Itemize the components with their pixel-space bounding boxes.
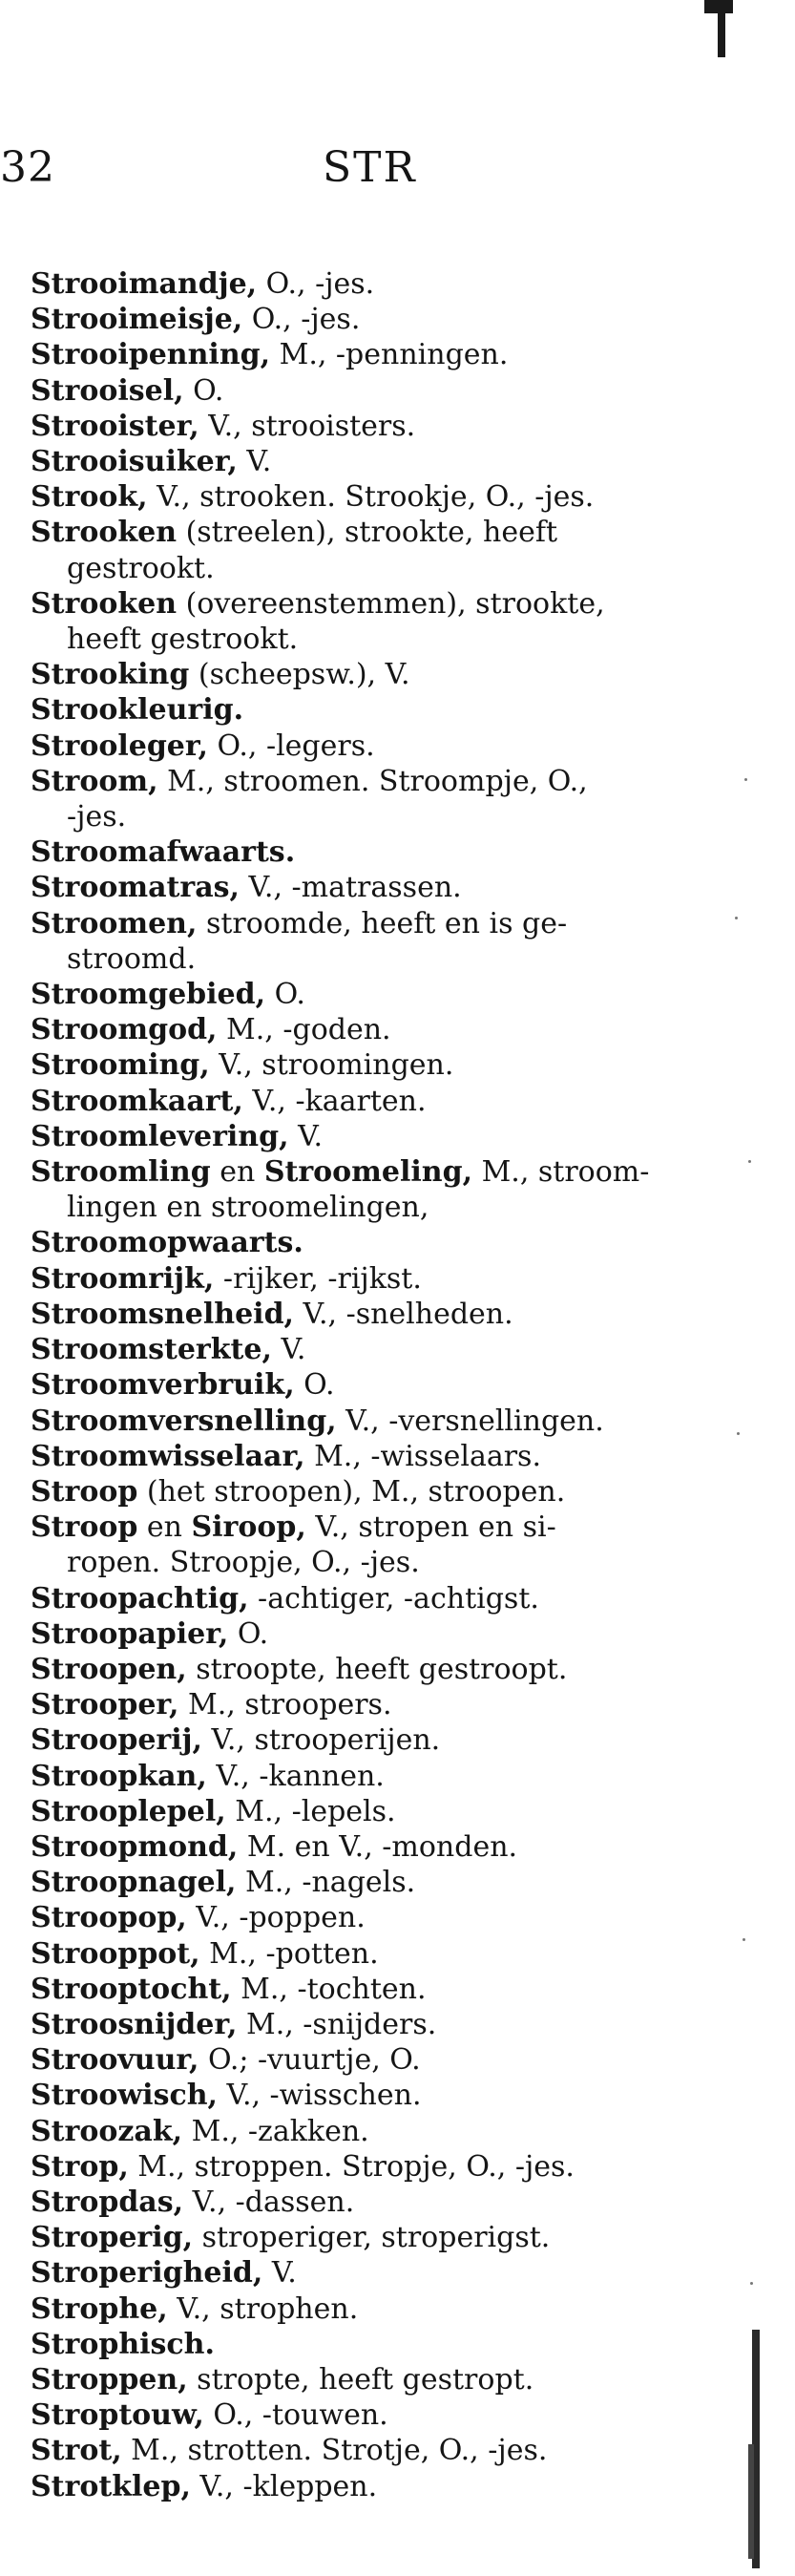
entry-headword: Stroowisch, — [31, 2079, 218, 2113]
entry-definition: V., -versnellingen. — [336, 1404, 604, 1438]
dictionary-entry — [31, 1119, 718, 1154]
running-head: STR — [323, 143, 417, 192]
entry-definition: V., stroomingen. — [209, 1048, 454, 1083]
scan-edge-mark-right-2 — [748, 2444, 754, 2559]
entry-definition: O. — [228, 1616, 269, 1651]
entry-definition: M., stroopers. — [178, 1688, 392, 1722]
dictionary-entry — [31, 1404, 718, 1439]
scan-edge-mark-top-2 — [718, 13, 725, 57]
entry-headword: Stroopop, — [31, 1901, 187, 1935]
entry-definition: M., stroppen. Stropje, O., -jes. — [128, 2149, 575, 2184]
entry-headword-variant: Stroomeling, — [263, 1155, 473, 1190]
entry-headword: Stropdas, — [31, 2185, 184, 2219]
entry-definition: -rijker, -rijkst. — [214, 1261, 422, 1296]
entry-headword: Strotklep, — [31, 2469, 191, 2503]
entry-definition: M., -wisselaars. — [304, 1439, 541, 1473]
entry-headword: Stroomsnelheid, — [31, 1297, 294, 1331]
dictionary-entry — [31, 1367, 718, 1403]
entry-definition-variant: V., stropen en si- — [305, 1510, 556, 1545]
dictionary-entry — [31, 302, 718, 337]
entry-definition: O., -legers. — [207, 728, 375, 763]
dictionary-entry — [31, 1084, 718, 1119]
entry-headword: Stroomopwaarts. — [31, 1226, 303, 1260]
dictionary-entry — [31, 1261, 718, 1297]
entry-continuation: gestrookt. — [67, 551, 215, 585]
entry-definition: O. — [294, 1368, 335, 1403]
dictionary-entry — [31, 1687, 718, 1722]
entry-definition: V. — [288, 1119, 324, 1153]
entry-definition: V., -kannen. — [206, 1759, 385, 1793]
entry-headword-variant: Siroop, — [191, 1510, 306, 1545]
entry-definition: M., stroomen. Stroompje, O., — [157, 764, 588, 798]
dictionary-entry — [31, 1936, 718, 1972]
entry-definition: stroperiger, stroperigst. — [193, 2221, 551, 2255]
entry-definition: O., -touwen. — [203, 2398, 388, 2433]
dictionary-entry — [31, 1154, 718, 1225]
entry-headword: Strooptocht, — [31, 1972, 232, 2006]
entry-headword: Strooken — [31, 516, 178, 550]
entry-continuation: -jes. — [67, 800, 127, 834]
page-number: 32 — [0, 143, 55, 192]
entry-definition: V., -snelheden. — [294, 1297, 513, 1331]
entry-headword: Stroom, — [31, 764, 158, 798]
entry-continuation: ropen. Stroopje, O., -jes. — [67, 1546, 420, 1580]
entry-headword: Stroppen, — [31, 2362, 188, 2397]
entry-headword: Stroomverbruik, — [31, 1368, 295, 1403]
dictionary-entry — [31, 1900, 718, 1935]
entry-headword: Stroopkan, — [31, 1759, 207, 1793]
entry-headword: Stroozak, — [31, 2114, 183, 2148]
entry-headword: Strooipenning, — [31, 338, 271, 372]
entry-headword: Stroomen, — [31, 906, 198, 940]
entry-definition: V., -kaarten. — [242, 1084, 427, 1118]
entry-headword: Strook, — [31, 480, 148, 515]
dictionary-entry — [31, 409, 718, 444]
entry-definition: stroomde, heeft en is ge- — [197, 906, 568, 940]
dictionary-entry — [31, 870, 718, 905]
dictionary-entry — [31, 1652, 718, 1687]
dictionary-entry — [31, 1047, 718, 1083]
entry-definition: O. — [183, 373, 224, 408]
entry-definition: (overeenstemmen), strookte, — [177, 586, 605, 621]
entry-definition: V. — [271, 1333, 306, 1367]
dictionary-entry — [31, 692, 718, 728]
entry-headword: Stroovuur, — [31, 2043, 199, 2078]
entry-headword: Strooimandje, — [31, 267, 258, 301]
dictionary-entry — [31, 586, 718, 657]
entry-headword: Stroopachtig, — [31, 1581, 249, 1615]
entry-definition-variant: M., stroom- — [472, 1155, 650, 1190]
entry-headword: Stroperigheid, — [31, 2256, 263, 2291]
entry-definition: V. — [262, 2256, 297, 2291]
entry-definition: M., -nagels. — [236, 1866, 416, 1900]
entry-headword: Stroopapier, — [31, 1616, 229, 1651]
dictionary-entry — [31, 337, 718, 372]
entry-headword: Stroomwisselaar, — [31, 1439, 305, 1473]
dictionary-entry — [31, 2327, 718, 2362]
dictionary-entry — [31, 1332, 718, 1367]
dictionary-entry — [31, 1722, 718, 1758]
entry-headword: Strop, — [31, 2149, 129, 2184]
entry-definition: O. — [265, 978, 305, 1012]
entry-definition: M., -snijders. — [237, 2007, 437, 2041]
dictionary-entry — [31, 764, 718, 834]
entry-definition: M., -zakken. — [182, 2114, 369, 2148]
dictionary-entry — [31, 2291, 718, 2327]
entry-definition: V., strooisters. — [199, 409, 416, 443]
dictionary-entry — [31, 834, 718, 870]
entry-headword: Stroomgebied, — [31, 978, 266, 1012]
entry-headword: Stroopnagel, — [31, 1866, 237, 1900]
dictionary-entry — [31, 728, 718, 764]
dictionary-entry — [31, 2078, 718, 2113]
entry-definition: M., -penningen. — [270, 338, 509, 372]
dictionary-entry — [31, 479, 718, 515]
page-header — [0, 143, 795, 201]
entry-headword: Stroop — [31, 1474, 138, 1509]
entry-definition: (het stroopen), M., stroopen. — [137, 1474, 566, 1509]
entry-headword: Stroomsterkte, — [31, 1333, 272, 1367]
entry-headword: Stroop — [31, 1510, 138, 1545]
entry-headword: Strooisuiker, — [31, 445, 238, 479]
dictionary-entry — [31, 2114, 718, 2149]
entry-definition: (scheepsw.), V. — [189, 658, 410, 692]
entry-definition: (streelen), strookte, heeft — [177, 516, 557, 550]
entry-headword: Stroomatras, — [31, 871, 240, 905]
dictionary-entry — [31, 1865, 718, 1900]
entry-definition: V. — [237, 445, 272, 479]
entry-definition: M. en V., -monden. — [238, 1829, 518, 1864]
entry-definition: V., strooken. Strookje, O., -jes. — [147, 480, 595, 515]
entry-definition: V., -wisschen. — [217, 2079, 422, 2113]
dictionary-entry — [31, 444, 718, 479]
dictionary-entry — [31, 2397, 718, 2433]
dictionary-entry — [31, 266, 718, 302]
dictionary-entry — [31, 2007, 718, 2042]
entry-definition: stropte, heeft gestropt. — [187, 2362, 534, 2397]
entry-headword: Strooppot, — [31, 1936, 200, 1971]
entry-headword: Strooken — [31, 586, 178, 621]
entry-headword: Strookleurig. — [31, 693, 244, 728]
dictionary-entry — [31, 1581, 718, 1616]
entry-headword: Strophe, — [31, 2291, 168, 2326]
entry-headword: Stroopmond, — [31, 1829, 239, 1864]
dictionary-entry — [31, 1439, 718, 1474]
dictionary-entry — [31, 2185, 718, 2220]
entry-definition: stroopte, heeft gestroopt. — [186, 1652, 568, 1686]
entry-definition: O., -jes. — [242, 303, 361, 337]
entry-definition: M., -potten. — [199, 1936, 379, 1971]
entry-continuation: lingen en stroomelingen, — [67, 1191, 429, 1225]
entry-continuation: stroomd. — [67, 941, 197, 976]
dictionary-entry — [31, 373, 718, 409]
entry-headword: Stroomlevering, — [31, 1119, 289, 1153]
entry-headword: Strooleger, — [31, 728, 208, 763]
dictionary-entry — [31, 1225, 718, 1260]
entry-headword: Strooister, — [31, 409, 199, 443]
entry-definition: -achtiger, -achtigst. — [248, 1581, 539, 1615]
entry-headword: Stroopen, — [31, 1652, 187, 1686]
entry-definition: V., -dassen. — [183, 2185, 355, 2219]
entry-headword: Strooisel, — [31, 373, 184, 408]
entry-headword: Strooming, — [31, 1048, 210, 1083]
entry-headword: Stroomgod, — [31, 1013, 218, 1047]
dictionary-entry — [31, 1297, 718, 1332]
entry-headword: Stroomling — [31, 1155, 211, 1190]
entry-definition: M., strotten. Strotje, O., -jes. — [121, 2434, 548, 2468]
dictionary-entry — [31, 2433, 718, 2468]
entry-headword: Stroosnijder, — [31, 2007, 238, 2041]
entry-headword: Strophisch. — [31, 2327, 215, 2361]
dictionary-entry — [31, 515, 718, 585]
dictionary-entry — [31, 1616, 718, 1652]
entry-headword: Strot, — [31, 2434, 122, 2468]
entry-headword: Strooimeisje, — [31, 303, 243, 337]
entry-definition: M., -goden. — [217, 1013, 391, 1047]
dictionary-entry — [31, 977, 718, 1012]
dictionary-entry — [31, 1510, 718, 1580]
entry-headword: Stroperig, — [31, 2221, 194, 2255]
entry-headword: Strooperij, — [31, 1723, 202, 1758]
dictionary-entry — [31, 2469, 718, 2504]
dictionary-entry — [31, 1759, 718, 1794]
dictionary-entry — [31, 2042, 718, 2078]
entry-headword: Stroomkaart, — [31, 1084, 243, 1118]
dictionary-entry — [31, 2255, 718, 2291]
entry-list — [31, 266, 718, 2504]
entry-headword: Strooplepel, — [31, 1794, 226, 1828]
entry-definition: V., strophen. — [167, 2291, 359, 2326]
dictionary-entry — [31, 657, 718, 692]
scan-edge-mark-top — [704, 0, 733, 13]
dictionary-entry — [31, 1972, 718, 2007]
dictionary-entry — [31, 2362, 718, 2397]
entry-definition: O.; -vuurtje, O. — [199, 2043, 421, 2078]
dictionary-entry — [31, 1829, 718, 1865]
entry-definition: V., -matrassen. — [239, 871, 462, 905]
dictionary-entry — [31, 1474, 718, 1510]
dictionary-entry — [31, 1794, 718, 1829]
entry-continuation: heeft gestrookt. — [67, 623, 299, 657]
entry-definition: M., -tochten. — [231, 1972, 427, 2006]
entry-headword: Stroomrijk, — [31, 1261, 215, 1296]
dictionary-entry — [31, 2220, 718, 2255]
entry-definition: en — [210, 1155, 264, 1190]
entry-headword: Strooper, — [31, 1688, 179, 1722]
entry-definition: V., -kleppen. — [190, 2469, 378, 2503]
entry-definition: en — [137, 1510, 192, 1545]
dictionary-entry — [31, 1012, 718, 1047]
entry-headword: Stroomafwaarts. — [31, 835, 296, 870]
entry-definition: O., -jes. — [257, 267, 375, 301]
dictionary-entry — [31, 2149, 718, 2185]
entry-definition: M., -lepels. — [225, 1794, 396, 1828]
entry-definition: V., -poppen. — [186, 1901, 366, 1935]
entry-definition: V., strooperijen. — [201, 1723, 441, 1758]
dictionary-entry — [31, 906, 718, 977]
entry-headword: Stroptouw, — [31, 2398, 204, 2433]
entry-headword: Stroomversnelling, — [31, 1404, 337, 1438]
entry-headword: Strooking — [31, 658, 190, 692]
